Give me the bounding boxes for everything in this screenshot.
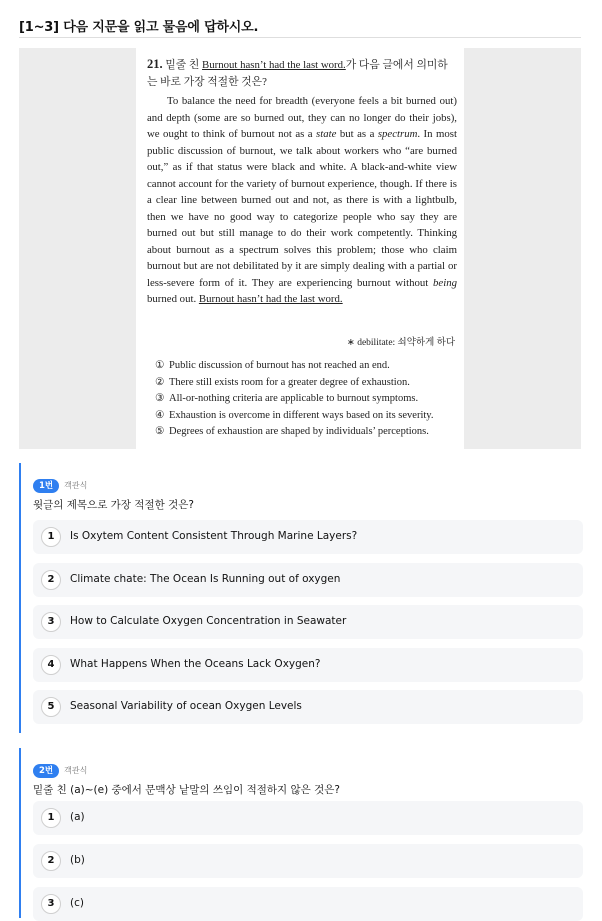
option-number: 2 — [41, 570, 61, 590]
choice-text: Degrees of exhaustion are shaped by individuals’ perceptions. — [169, 426, 429, 437]
passage-number: 21. — [147, 57, 163, 71]
passage-choice — [155, 408, 460, 425]
choice-text: All-or-nothing criteria are applicable to burnout symptoms. — [169, 393, 419, 404]
option-number: 5 — [41, 697, 61, 717]
choice-mark: ⑤ — [155, 426, 165, 437]
choice-mark: ② — [155, 376, 165, 388]
question-2-section — [19, 748, 584, 918]
passage-choice — [155, 358, 460, 375]
answer-option-1[interactable] — [33, 520, 583, 554]
page-title: [1~3] 다음 지문을 읽고 물음에 답하시오. — [19, 20, 259, 35]
option-label: (c) — [70, 897, 84, 909]
option-label: How to Calculate Oxygen Concentration in Seawater — [70, 615, 347, 627]
passage-question-underlined: Burnout hasn’t had the last word. — [202, 59, 346, 71]
passage-question-before: 밑줄 친 — [165, 59, 203, 71]
passage-choices — [155, 358, 460, 441]
option-number: 4 — [41, 655, 61, 675]
option-label: What Happens When the Oceans Lack Oxygen? — [70, 658, 321, 670]
passage-choice — [155, 391, 460, 408]
question-type-label: 객관식 — [64, 766, 88, 775]
passage-question — [147, 56, 457, 90]
option-number: 3 — [41, 894, 61, 914]
option-label: Is Oxytem Content Consistent Through Marine Layers? — [70, 530, 358, 542]
choice-text: Public discussion of burnout has not reached an end. — [169, 360, 390, 371]
passage-body: To balance the need for breadth (everyone feels a bit burned out) and depth (some are so burned out, they can no longer do their jobs), we ought to think of burnout not as a state but as a spectrum. In most public discussion of burnout, we talk about workers who “are burned out,” as if that status were black and white. A black-and-white view cannot account for the variety of burnout experience, though. If there is a clear line between burned out and not, as there is with a lightbulb, then we have no good way to categorize people who say they are burned out but still manage to do their work competently. Thinking about burnout as a spectrum solves this problem; those who claim burnout but are not debilitated by it are simply dealing with a partial or less-severe form of it. They are experiencing burnout without being burned out. Burnout hasn’t had the last word. — [147, 95, 458, 305]
answer-option-3[interactable] — [33, 887, 583, 921]
passage-image — [136, 48, 464, 449]
answer-option-4[interactable] — [33, 648, 583, 682]
question-prompt: 밑줄 친 (a)~(e) 중에서 문맥상 낱말의 쓰임이 적절하지 않은 것은? — [33, 784, 340, 796]
choice-mark: ③ — [155, 393, 165, 404]
question-1-header — [33, 473, 88, 491]
choice-text: There still exists room for a greater degree of exhaustion. — [169, 376, 410, 388]
passage-choice — [155, 424, 460, 441]
question-type-label: 객관식 — [64, 481, 88, 490]
title-divider — [19, 37, 581, 38]
question-number-badge: 2번 — [33, 764, 59, 778]
answer-option-2[interactable] — [33, 563, 583, 597]
option-label: Climate chate: The Ocean Is Running out of oxygen — [70, 573, 341, 585]
question-1-section — [19, 463, 584, 733]
question-2-header — [33, 758, 88, 776]
option-number: 3 — [41, 612, 61, 632]
option-number: 2 — [41, 851, 61, 871]
option-label: (b) — [70, 854, 85, 866]
answer-option-1[interactable] — [33, 801, 583, 835]
choice-mark: ④ — [155, 409, 165, 421]
choice-text: Exhaustion is overcome in different ways based on its severity. — [169, 409, 434, 421]
question-prompt: 윗글의 제목으로 가장 적절한 것은? — [33, 499, 194, 511]
choice-mark: ① — [155, 360, 165, 371]
answer-option-5[interactable] — [33, 690, 583, 724]
answer-option-3[interactable] — [33, 605, 583, 639]
option-label: Seasonal Variability of ocean Oxygen Levels — [70, 700, 302, 712]
passage-choice — [155, 375, 460, 392]
passage-gloss: ∗ debilitate: 쇠약하게 하다 — [346, 338, 455, 348]
question-number-badge: 1번 — [33, 479, 59, 493]
option-number: 1 — [41, 808, 61, 828]
option-number: 1 — [41, 527, 61, 547]
answer-option-2[interactable] — [33, 844, 583, 878]
option-label: (a) — [70, 811, 85, 823]
passage-question-after: 가 다음 글에서 의미하는 바로 가장 적절한 것은? — [147, 59, 448, 88]
